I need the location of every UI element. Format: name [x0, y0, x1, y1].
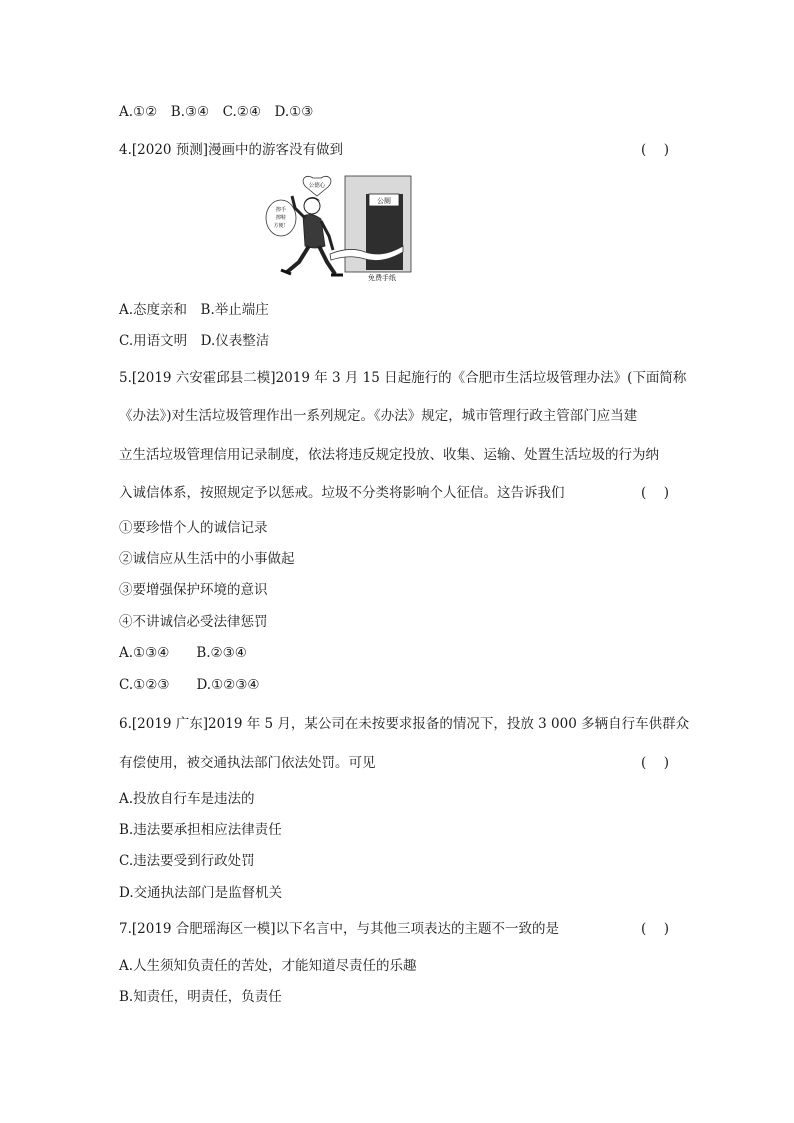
comic-caption: 免费手纸 — [368, 274, 396, 282]
q6-option-a: A.投放自行车是违法的 — [119, 791, 255, 807]
q3-options: A.①② B.③④ C.②④ D.①③ — [119, 104, 314, 120]
q7-option-a: A.人生须知负责任的苦处，才能知道尽责任的乐趣 — [119, 958, 417, 974]
q5-stem-line-4: 入诚信体系，按照规定予以惩戒。垃圾不分类将影响个人征信。这告诉我们 — [119, 485, 565, 501]
q4-option-line-2: C.用语文明 D.仪表整洁 — [119, 333, 270, 349]
q6-answer-paren: ( ) — [641, 755, 672, 771]
q5-option-line-1: A.①③④ B.②③④ — [119, 645, 247, 661]
q4-stem: 4.[2020 预测]漫画中的游客没有做到 — [119, 142, 344, 158]
q5-stem-line-2: 《办法》)对生活垃圾管理作出一系列规定。《办法》规定，城市管理行政主管部门应当建 — [119, 408, 638, 424]
q5-item-4: ④不讲诚信必受法律惩罚 — [119, 614, 268, 630]
q4-option-line-1: A.态度亲和 B.举止端庄 — [119, 302, 269, 318]
q7-answer-paren: ( ) — [641, 921, 672, 937]
heart-text: 公德心 — [308, 183, 326, 189]
q6-option-d: D.交通执法部门是监督机关 — [119, 885, 283, 901]
q6-stem-line-1: 6.[2019 广东]2019 年 5 月，某公司在未按要求报备的情况下，投放 3 000 多辆自行车供群众 — [119, 716, 690, 732]
q4-comic-illustration — [265, 174, 412, 284]
q5-item-2: ②诚信应从生活中的小事做起 — [119, 551, 295, 567]
q4-answer-paren: ( ) — [641, 142, 672, 158]
bubble-line-2: 擦鞋 — [275, 215, 287, 221]
q5-answer-paren: ( ) — [641, 485, 672, 501]
q5-item-3: ③要增强保护环境的意识 — [119, 582, 268, 598]
bubble-line-1: 擦手 — [275, 207, 287, 213]
q5-stem-line-3: 立生活垃圾管理信用记录制度，依法将违反规定投放、收集、运输、处置生活垃圾的行为纳 — [119, 447, 659, 463]
q6-option-b: B.违法要承担相应法律责任 — [119, 822, 282, 838]
q5-option-line-2: C.①②③ D.①②③④ — [119, 677, 260, 693]
door-sign-text: 公厕 — [377, 197, 391, 205]
q6-stem-line-2: 有偿使用，被交通执法部门依法处罚。可见 — [119, 755, 376, 771]
q7-option-b: B.知责任，明责任，负责任 — [119, 989, 282, 1005]
q7-stem: 7.[2019 合肥瑶海区一模]以下名言中，与其他三项表达的主题不一致的是 — [119, 921, 560, 937]
q5-item-1: ①要珍惜个人的诚信记录 — [119, 520, 268, 536]
bubble-line-3: 方便！ — [273, 223, 289, 229]
q6-option-c: C.违法要受到行政处罚 — [119, 853, 255, 869]
q5-stem-line-1: 5.[2019 六安霍邱县二模]2019 年 3 月 15 日起施行的《合肥市生活垃圾管理办法》(下面简称 — [119, 370, 687, 386]
